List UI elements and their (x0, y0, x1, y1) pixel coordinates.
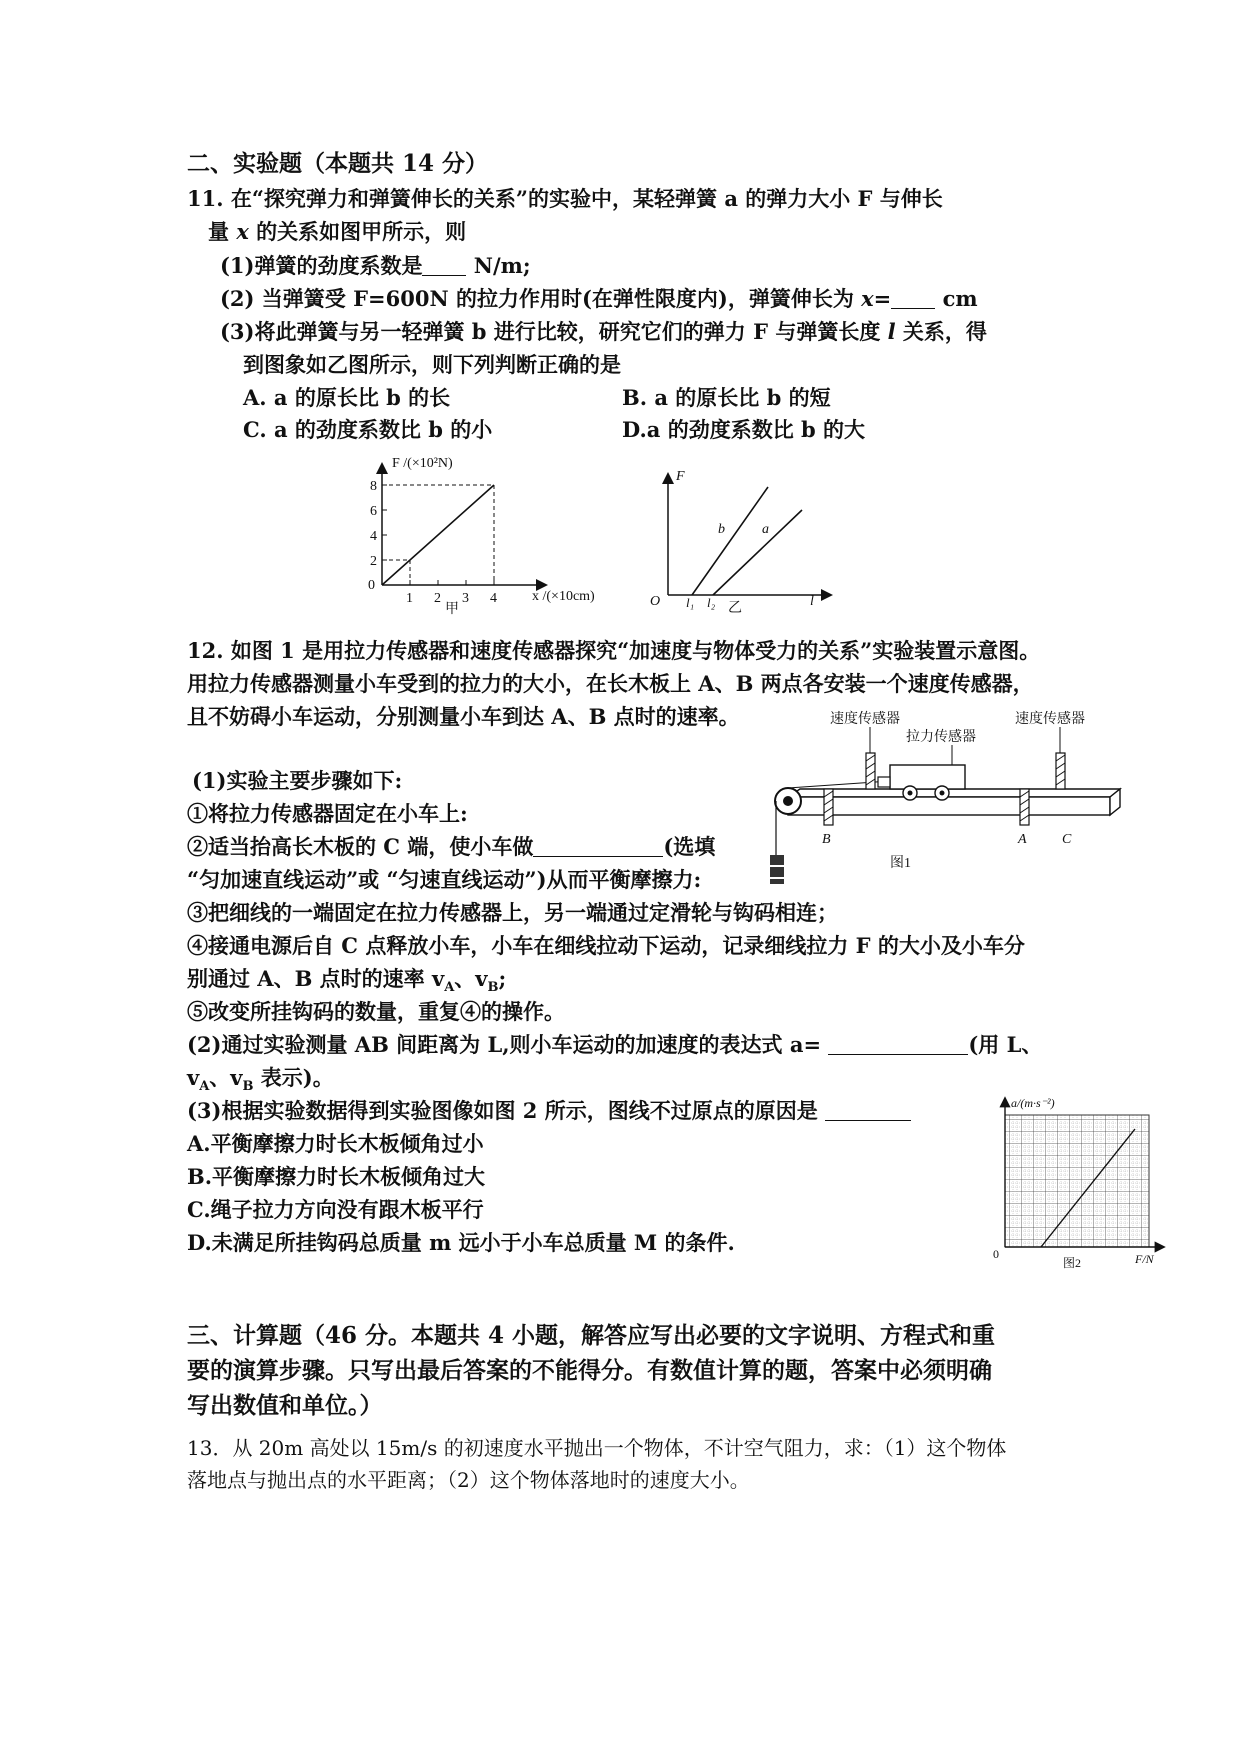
q12-part3-option-d: D.未满足所挂钩码总质量 m 远小于小车总质量 M 的条件. (187, 1230, 735, 1255)
section-3-title-line1: 三、计算题（46 分。本题共 4 小题，解答应写出必要的文字说明、方程式和重 (187, 1322, 996, 1349)
section-3-title-line2: 要的演算步骤。只写出最后答案的不能得分。有数值计算的题，答案中必须明确 (187, 1357, 992, 1384)
jia-x-axis-label: x /(×10cm) (532, 589, 595, 604)
fig2-origin-label: 0 (993, 1247, 999, 1261)
yi-x-axis-label: l (810, 594, 814, 609)
q11-stem-line2: 量 x 的关系如图甲所示，则 (208, 219, 467, 244)
fig1-caption: 图1 (890, 856, 911, 871)
q12-stem-line2: 用拉力传感器测量小车受到的拉力的大小，在长木板上 A、B 两点各安装一个速度传感器， (187, 671, 1034, 696)
jia-x-tick: 4 (490, 591, 497, 606)
yi-line-b-label: b (718, 522, 725, 537)
yi-l2-label: l₂ (707, 595, 716, 610)
fig1-speed-sensor-left-label: 速度传感器 (830, 712, 900, 727)
section-2-title: 二、实验题（本题共 14 分） (187, 150, 489, 177)
figure-jia-graph (360, 455, 620, 620)
q12-part2-line2: $v_A$、$v_B$ 表示)。 (187, 1065, 334, 1095)
q12-part3: (3)根据实验数据得到实验图像如图 2 所示，图线不过原点的原因是 (187, 1097, 911, 1125)
fig1-label-b: B (822, 832, 831, 847)
yi-line-a-label: a (762, 522, 769, 537)
jia-x-tick: 3 (462, 591, 469, 606)
fig1-label-a: A (1018, 832, 1027, 847)
q12-stem-line1: 12. 如图 1 是用拉力传感器和速度传感器探究“加速度与物体受力的关系”实验装置示意图。 (187, 638, 1041, 663)
q12-part3-option-c: C.绳子拉力方向没有跟木板平行 (187, 1197, 484, 1222)
answer-blank[interactable] (422, 255, 466, 276)
fig1-force-sensor-label: 拉力传感器 (906, 730, 976, 745)
answer-blank[interactable] (533, 836, 663, 857)
figure-1-apparatus (770, 705, 1150, 885)
jia-y-tick: 2 (370, 554, 377, 569)
q12-step-1: ①将拉力传感器固定在小车上: (187, 801, 468, 826)
q12-step-4-line1: ④接通电源后自 C 点释放小车，小车在细线拉动下运动，记录细线拉力 F 的大小及小车分 (187, 933, 1025, 958)
q13-line2: 落地点与抛出点的水平距离；（2）这个物体落地时的速度大小。 (187, 1468, 750, 1492)
q11-part3-line2: 到图象如乙图所示，则下列判断正确的是 (243, 352, 621, 377)
jia-y-tick: 4 (370, 529, 377, 544)
fig1-label-c: C (1062, 832, 1072, 847)
fig1-speed-sensor-right-label: 速度传感器 (1015, 712, 1085, 727)
q11-option-c: C. a 的劲度系数比 b 的小 (243, 417, 493, 442)
answer-blank[interactable] (828, 1034, 968, 1055)
section-3-title-line3: 写出数值和单位。） (187, 1392, 383, 1419)
fig2-x-axis-label: F/N (1135, 1252, 1154, 1266)
yi-y-axis-label: F (676, 469, 685, 484)
q12-steps-title: (1)实验主要步骤如下: (192, 768, 403, 793)
q11-part2: (2) 当弹簧受 F=600N 的拉力作用时(在弹性限度内)，弹簧伸长为 x= cm (220, 286, 978, 311)
q12-part3-option-b: B.平衡摩擦力时长木板倾角过大 (187, 1164, 486, 1189)
q11-option-d: D.a 的劲度系数比 b 的大 (622, 417, 865, 442)
q12-step-4-line2: 别通过 A、B 点时的速率 $v_A$、$v_B$; (187, 966, 507, 996)
q12-stem-line3: 且不妨碍小车运动，分别测量小车到达 A、B 点时的速率。 (187, 704, 740, 729)
q11-part1: (1)弹簧的劲度系数是 N/m; (220, 253, 531, 278)
q12-step-5: ⑤改变所挂钩码的数量，重复④的操作。 (187, 999, 565, 1024)
q12-part3-option-a: A.平衡摩擦力时长木板倾角过小 (187, 1131, 484, 1156)
q11-part3-line1: (3)将此弹簧与另一轻弹簧 b 进行比较，研究它们的弹力 F 与弹簧长度 l 关系，得 (220, 319, 987, 344)
q11-option-b: B. a 的原长比 b 的短 (622, 385, 831, 410)
figure-2-graph (985, 1095, 1170, 1270)
answer-blank[interactable] (891, 288, 935, 309)
yi-origin-label: O (650, 594, 661, 609)
fig2-y-axis-label: a/(m·s⁻²) (1011, 1096, 1055, 1110)
jia-caption: 甲 (445, 602, 459, 617)
q12-step-2-options: “匀加速直线运动”或 “匀速直线运动”)从而平衡摩擦力: (187, 867, 702, 892)
q12-step-2: ②适当抬高长木板的 C 端，使小车做 (选填 (187, 834, 716, 859)
jia-origin-label: 0 (368, 578, 375, 593)
yi-l1-label: l₁ (686, 595, 695, 610)
fig2-caption: 图2 (1063, 1256, 1082, 1270)
figure-yi-graph (650, 465, 840, 615)
jia-x-tick: 1 (406, 591, 413, 606)
q11-option-a: A. a 的原长比 b 的长 (243, 385, 451, 410)
jia-y-axis-label: F /(×10²N) (392, 456, 453, 471)
q11-stem-line1: 11. 在“探究弹力和弹簧伸长的关系”的实验中，某轻弹簧 a 的弹力大小 F 与伸长 (187, 186, 943, 211)
q12-step-3: ③把细线的一端固定在拉力传感器上，另一端通过定滑轮与钩码相连； (187, 900, 838, 925)
q13-line1: 13．从 20m 高处以 15m/s 的初速度水平抛出一个物体，不计空气阻力，求：（1）这个物体 (187, 1436, 1007, 1460)
yi-caption: 乙 (728, 601, 742, 616)
jia-y-tick: 6 (370, 504, 377, 519)
answer-blank[interactable] (825, 1100, 911, 1121)
jia-x-tick: 2 (434, 591, 441, 606)
q12-part2-line1: (2)通过实验测量 AB 间距离为 L,则小车运动的加速度的表达式 a= (用 L、 (187, 1032, 1043, 1057)
jia-y-tick: 8 (370, 479, 377, 494)
